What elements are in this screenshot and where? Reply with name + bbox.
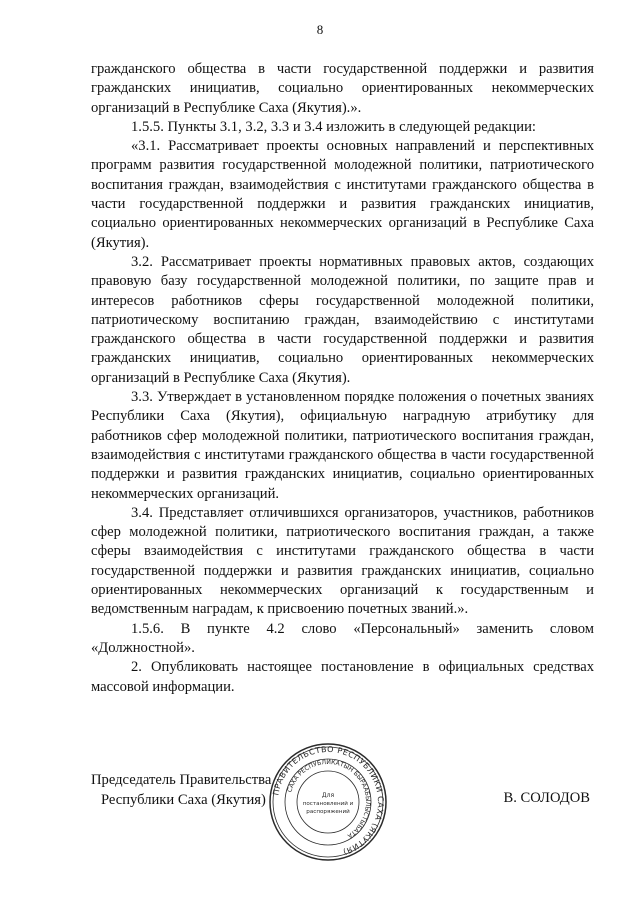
signatory-name: В. СОЛОДОВ bbox=[503, 790, 590, 806]
paragraph-6: 3.4. Представляет отличившихся организаторов, участников, работников сфер молодежной политики, патриотического воспитания граждан, а также сферы взаимодействия с институтами гражданского общества в части государственной поддержки и развития гражданских инициатив, социально ориентированных некоммерческих организаций к государственным и ведомственным наградам, к присвоению почетных званий.». bbox=[91, 504, 594, 618]
signatory-title-line-2: Республики Саха (Якутия) bbox=[101, 792, 266, 808]
seal-center-line-3: распоряжений bbox=[306, 809, 350, 815]
paragraph-1: гражданского общества в части государственной поддержки и развития гражданских инициатив, социально ориентированных некоммерческих организаций в Республике Саха (Якутия).». bbox=[91, 61, 594, 116]
official-seal bbox=[268, 742, 388, 862]
paragraph-7: 1.5.6. В пункте 4.2 слово «Персональный» заменить словом «Должностной». bbox=[91, 620, 594, 656]
signatory-title bbox=[91, 770, 271, 810]
paragraph-8: 2. Опубликовать настоящее постановление в официальных средствах массовой информации. bbox=[91, 659, 594, 695]
seal-center-line-1: Для bbox=[321, 792, 335, 799]
paragraph-2: 1.5.5. Пункты 3.1, 3.2, 3.3 и 3.4 изложить в следующей редакции: bbox=[131, 118, 536, 135]
paragraph-3: «3.1. Рассматривает проекты основных направлений и перспективных программ развития государственной молодежной политики, патриотического воспитания граждан, взаимодействия с институтами гражданского общества в части государственной поддержки и развития гражданских инициатив, социально ориентированных некоммерческих организаций в Республике Саха (Якутия). bbox=[91, 138, 594, 251]
paragraph-5: 3.3. Утверждает в установленном порядке положения о почетных званиях Республики Саха (Якутия), официальную наградную атрибутику для работников сфер молодежной политики, патриотического воспитания граждан, взаимодействия с институтами гражданского общества в части государственной поддержки и развития гражданских инициатив, социально ориентированных некоммерческих организаций. bbox=[91, 389, 594, 502]
paragraph-4: 3.2. Рассматривает проекты нормативных правовых актов, создающих правовую базу государственной молодежной политики, по защите прав и интересов работников сферы государственной молодежной политики, патриотическому воспитанию граждан, взаимодействию с институтами гражданского общества в части государственной поддержки и развития гражданских инициатив, социально ориентированных некоммерческих организаций в Республике Саха (Якутия). bbox=[91, 253, 594, 386]
seal-outer-text: ПРАВИТЕЛЬСТВО РЕСПУБЛИКИ САХА (ЯКУТИЯ) bbox=[271, 744, 386, 857]
seal-center-line-2: постановлений и bbox=[302, 801, 354, 807]
seal-inner-text: САХА РЕСПУБЛИКАТЫН БЫРААБЫЛЫСТЫБАТА bbox=[286, 758, 372, 840]
page-number: 8 bbox=[316, 22, 324, 37]
document-body bbox=[91, 60, 594, 697]
signatory-title-line-1: Председатель Правительства bbox=[91, 772, 272, 788]
